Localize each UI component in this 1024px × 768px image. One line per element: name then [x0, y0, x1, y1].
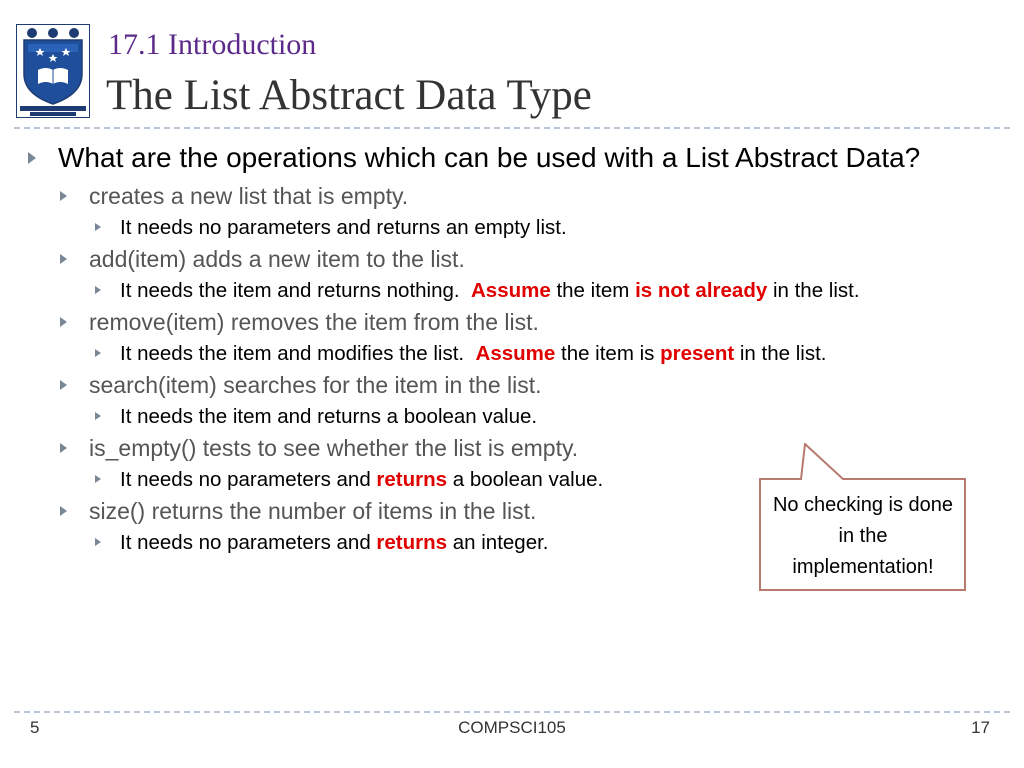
- emphasis-text: returns: [376, 468, 448, 491]
- detail-text: It needs no parameters and: [120, 531, 377, 554]
- bullet-arrow-icon: [60, 254, 67, 264]
- bullet-question: [22, 142, 982, 173]
- detail-text: an integer.: [447, 531, 549, 554]
- bullet-arrow-icon: [60, 317, 67, 327]
- operation-detail: [22, 278, 982, 303]
- operation-label: size() returns the number of items in the list.: [89, 498, 537, 524]
- operation-detail: [22, 341, 982, 366]
- slide-title: The List Abstract Data Type: [106, 72, 592, 119]
- university-crest-icon: [16, 24, 90, 118]
- emphasis-text: Assume: [471, 279, 551, 302]
- section-subtitle: 17.1 Introduction: [108, 28, 317, 61]
- bullet-arrow-icon: [95, 349, 101, 357]
- bullet-arrow-icon: [28, 152, 36, 164]
- operation-detail: [22, 215, 982, 240]
- question-text: What are the operations which can be used with a List Abstract Data?: [58, 142, 921, 173]
- bottom-divider: [14, 711, 1010, 713]
- footer-page-number: 17: [971, 718, 990, 737]
- operation-label: add(item) adds a new item to the list.: [89, 246, 465, 272]
- bullet-arrow-icon: [95, 223, 101, 231]
- bullet-arrow-icon: [95, 475, 101, 483]
- footer-course: COMPSCI105: [458, 718, 566, 737]
- bullet-arrow-icon: [60, 380, 67, 390]
- detail-text: a boolean value.: [447, 468, 604, 491]
- bullet-arrow-icon: [60, 443, 67, 453]
- operation-item: [22, 370, 982, 400]
- bullet-arrow-icon: [95, 412, 101, 420]
- detail-text: in the list.: [734, 342, 827, 365]
- operation-detail: [22, 404, 982, 429]
- operation-item: [22, 181, 982, 211]
- detail-text: It needs the item and returns nothing.: [120, 279, 471, 302]
- operation-item: [22, 307, 982, 337]
- detail-text: in the list.: [767, 279, 860, 302]
- callout-text: No checking is done in the implementation!: [772, 494, 954, 578]
- emphasis-text: present: [660, 342, 735, 365]
- operation-label: creates a new list that is empty.: [89, 183, 409, 209]
- bullet-arrow-icon: [60, 506, 67, 516]
- operation-label: search(item) searches for the item in the list.: [89, 372, 542, 398]
- detail-text: It needs the item and modifies the list.: [120, 342, 476, 365]
- bullet-arrow-icon: [60, 191, 67, 201]
- top-divider: [14, 127, 1010, 129]
- operation-label: remove(item) removes the item from the list.: [89, 309, 539, 335]
- operation-item: [22, 244, 982, 274]
- detail-text: the item: [550, 279, 636, 302]
- operation-label: is_empty() tests to see whether the list is empty.: [89, 435, 579, 461]
- detail-text: It needs the item and returns a boolean value.: [120, 405, 538, 428]
- bullet-arrow-icon: [95, 538, 101, 546]
- emphasis-text: returns: [376, 531, 448, 554]
- bullet-arrow-icon: [95, 286, 101, 294]
- emphasis-text: Assume: [475, 342, 556, 365]
- emphasis-text: is not already: [635, 279, 768, 302]
- detail-text: It needs no parameters and returns an empty list.: [120, 216, 567, 239]
- footer-slide-number: 5: [30, 718, 40, 737]
- detail-text: It needs no parameters and: [120, 468, 377, 491]
- detail-text: the item is: [555, 342, 661, 365]
